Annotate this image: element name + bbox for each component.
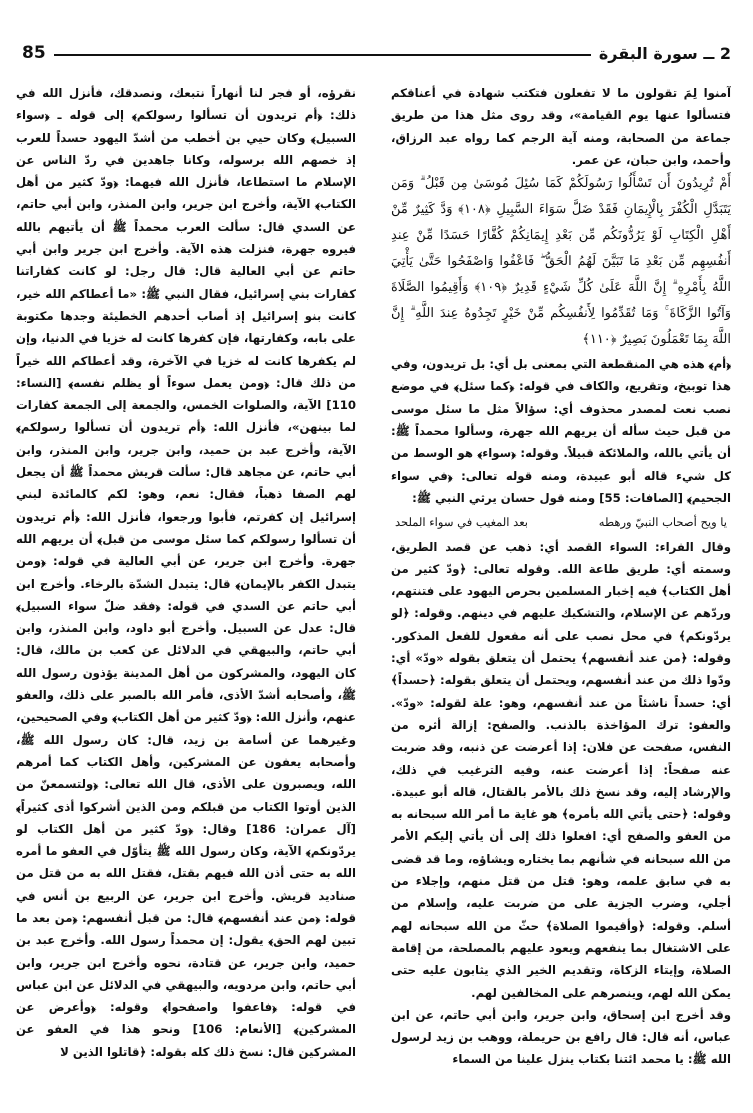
paragraph-left: نقرؤه، أو فجر لنا أنهاراً نتبعك، ونصدقك، فأنزل الله في ذلك: ﴿أم تريدون أن تسألوا رسولكم﴾ إلى قوله ـ ﴿سواء السبيل﴾ وكان حيي بن أخطب من أشدّ اليهود حسداً للعرب إذ خصهم الله برسوله، وكانا جاهدين في ردّ الناس عن الإسلام ما استطاعا، فأنزل الله فيهما: ﴿ودّ كثير من أهل الكتاب﴾ الآية، وأخرج ابن جرير، وابن المنذر، وابن أبي حاتم، عن السدي قال: سألت العرب محمداً ﷺ أن يأتيهم بالله فيروه جهرة، فنزلت هذه الآية. وأخرج ابن جرير وابن أبي حاتم عن أبي العالية قال: قال رجل: لو كانت كفاراتنا كفارات بني إسرائيل، فقال النبي ﷺ: «ما أعطاكم الله خير، كانت بنو إسرائيل إذ أصاب أحدهم الخطيئة وجدها مكتوبة على بابه، وكفارتها، فإن كفرها كانت له خزيا في الدنيا، وإن لم يكفرها كانت له خزيا في الآخرة، وقد أعطاكم الله خيراً من ذلك قال: ﴿ومن يعمل سوءاً أو يظلم نفسه﴾ [النساء: 110] الآية، والصلوات الخمس، والجمعة إلى الجمعة كفارات لما بينهن»، فأنزل الله: ﴿أم تريدون أن تسألوا رسولكم﴾ الآية، وأخرج عبد بن حميد، وابن جرير، وابن المنذر، وابن أبي حاتم، عن مجاهد قال: سألت قريش محمداً ﷺ أن يجعل لهم الصفا ذهباً، فقال: نعم، وهو: لكم كالمائدة لبني إسرائيل إن كفرتم، فأبوا ورجعوا، فأنزل الله: ﴿أم تريدون أن تسألوا رسولكم كما سئل موسى من قبل﴾ أن يريهم الله جهرة. وأخرج ابن جرير، عن أبي العالية في قوله: ﴿ومن يتبدل الكفر بالإيمان﴾ قال: يتبدل الشدّة بالرخاء. وأخرج ابن أبي حاتم عن السدي في قوله: ﴿فقد ضلّ سواء السبيل﴾ قال: عدل عن السبيل. وأخرج أبو داود، وابن المنذر، وابن أبي حاتم، والبيهقي في الدلائل عن كعب بن مالك، قال: كان اليهود، والمشركون من أهل المدينة يؤذون رسول الله ﷺ، وأصحابه أشدّ الأذى، فأمر الله بالصبر على ذلك، والعفو عنهم، وأنزل الله: ﴿ودّ كثير من أهل الكتاب﴾ وفي الصحيحين، وغيرهما عن أسامة بن زيد، قال: كان رسول الله ﷺ، وأصحابه يعفون عن المشركين، وأهل الكتاب كما أمرهم الله، ويصبرون على الأذى، قال الله تعالى: ﴿ولتسمعنّ من الذين أوتوا الكتاب من قبلكم ومن الذين أشركوا أذى كثيراً﴾ [آل عمران: 186] وقال: ﴿ودّ كثير من أهل الكتاب لو يردّونكم﴾ الآية، وكان رسول الله ﷺ يتأوّل في العفو ما أمره الله به حتى أذن الله فيهم بقتل، فقتل الله به من قتل من صناديد قريش. وأخرج ابن جرير، عن الربيع بن أنس في قوله: ﴿من عند أنفسهم﴾ قال: من قبل أنفسهم: ﴿من بعد ما تبين لهم الحق﴾ يقول: إن محمداً رسول الله. وأخرج عبد بن حميد، وابن جرير، عن قتادة، نحوه وأخرج ابن جرير، وابن أبي حاتم، وابن مردويه، والبيهقي في الدلائل عن ابن عباس في قوله: ﴿فاعفوا واصفحوا﴾ وقوله: ﴿وأعرض عن المشركين﴾ [الأنعام: 106] ونحو هذا في العفو عن المشركين قال: نسخ ذلك كله بقوله: ﴿قاتلوا الذين لا bbox=[16, 86, 356, 1059]
paragraph-commentary-1: ﴿أم﴾ هذه هي المنقطعة التي بمعنى بل أي: بل تريدون، وفي هذا توبيخ، وتقريع، والكاف في قوله: ﴿كما سئل﴾ في موضع نصب نعت لمصدر محذوف أي: سؤالاً مثل ما سئل موسى من قبل حيث سأله أن يريهم الله جهرة، وسألوا محمداً ﷺ: أن يأتي بالله، والملائكة قبيلاً. وقوله: ﴿سواء﴾ هو الوسط من كل شيء قاله أبو عبيدة، ومنه قوله تعالى: ﴿في سواء الجحيم﴾ [الصافات: 55] ومنه قول حسان يرثي النبي ﷺ: bbox=[391, 357, 731, 505]
poem-hemistich-second: بعد المغيب في سواء الملحد bbox=[395, 515, 528, 530]
left-column bbox=[16, 82, 356, 1097]
paragraph-commentary-2: وقال الفراء: السواء القصد أي: ذهب عن قصد الطريق، وسمته أي: طريق طاعة الله. وقوله تعالى: ﴿ودّ كثير من أهل الكتاب﴾ فيه إخبار المسلمين بحرص اليهود على فتنتهم، وردّهم عن الإسلام، والتشكيك عليهم في دينهم. وقوله: ﴿لو يردّونكم﴾ في محل نصب على أنه مفعول للفعل المذكور. وقوله: ﴿من عند أنفسهم﴾ يحتمل أن يتعلق بقوله «ودّ» أي: ودّوا ذلك من عند أنفسهم، ويحتمل أن يتعلق بقوله: ﴿حسداً﴾ أي: حسداً ناشئاً من عند أنفسهم، وهو: علة لقوله: «ودّ». والعفو: ترك المؤاخذة بالذنب. والصفح: إزالة أثره من النفس، صفحت عن فلان: إذا أعرضت عن ذنبه، وقد ضربت عنه صفحاً: إذا أعرضت عنه، وفيه الترغيب في ذلك، والإرشاد إليه، وقد نسخ ذلك بالأمر بالقتال، قاله أبو عبيدة. وقوله: ﴿حتى يأتي الله بأمره﴾ هو غاية ما أمر الله سبحانه به من العفو والصفح أي: افعلوا ذلك إلى أن يأتي إليكم الأمر من الله سبحانه في شأنهم بما يختاره ويشاؤه، وما قد قضى به في سابق علمه، وهو: قتل من قتل منهم، وإجلاء من أجلي، وضرب الجزية على من ضربت عليه، وإسلام من أسلم. وقوله: ﴿وأقيموا الصلاة﴾ حثّ من الله سبحانه لهم على الاشتغال بما ينفعهم ويعود عليهم بالمصلحة، من إقامة الصلاة، وإيتاء الزكاة، وتقديم الخير الذي يثابون عليه حتى يمكن الله لهم، وينصرهم على المخالفين لهم. bbox=[391, 539, 731, 1000]
paragraph-commentary-3: وقد أخرج ابن إسحاق، وابن جرير، وابن أبي حاتم، عن ابن عباس، أنه قال: قال رافع بن حريملة، ووهب بن زيد لرسول الله ﷺ: يا محمد ائتنا بكتاب ينزل علينا من السماء bbox=[391, 1007, 731, 1067]
surah-title: 2 ــ سورة البقرة bbox=[598, 43, 731, 63]
poem-verse bbox=[395, 511, 727, 533]
right-column bbox=[391, 82, 731, 1097]
poem-hemistich-first: يا ويح أصحاب النبيّ ورهطه bbox=[598, 515, 727, 530]
running-header bbox=[22, 38, 731, 68]
page-number: 85 bbox=[22, 43, 46, 63]
paragraph-intro: آمنوا لِمَ تقولون ما لا تفعلون فتكتب شهادة في أعناقكم فتسألوا عنها يوم القيامة»، وقد روى مثل هذا من طريق جماعة من الصحابة، ومنه آية الرجم كما رواه عبد الرزاق، وأحمد، وابن حبان، عن عمر. bbox=[391, 86, 731, 167]
header-rule bbox=[54, 54, 591, 56]
quran-verses: أَمْ تُرِيدُونَ أَن تَسْأَلُوا رَسُولَكُمْ كَمَا سُئِلَ مُوسَىٰ مِن قَبْلُ ۗ وَمَن يَتَبَدَّلِ الْكُفْرَ بِالْإِيمَانِ فَقَدْ ضَلَّ سَوَاءَ السَّبِيلِ ﴿١٠٨﴾ وَدَّ كَثِيرٌ مِّنْ أَهْلِ الْكِتَابِ لَوْ يَرُدُّونَكُم مِّن بَعْدِ إِيمَانِكُمْ كُفَّارًا حَسَدًا مِّنْ عِندِ أَنفُسِهِم مِّن بَعْدِ مَا تَبَيَّنَ لَهُمُ الْحَقُّ ۖ فَاعْفُوا وَاصْفَحُوا حَتَّىٰ يَأْتِيَ اللَّهُ بِأَمْرِهِ ۗ إِنَّ اللَّهَ عَلَىٰ كُلِّ شَيْءٍ قَدِيرٌ ﴿١٠٩﴾ وَأَقِيمُوا الصَّلَاةَ وَآتُوا الزَّكَاةَ ۚ وَمَا تُقَدِّمُوا لِأَنفُسِكُم مِّنْ خَيْرٍ تَجِدُوهُ عِندَ اللَّهِ ۗ إِنَّ اللَّهَ بِمَا تَعْمَلُونَ بَصِيرٌ ﴿١١٠﴾ bbox=[391, 176, 731, 348]
